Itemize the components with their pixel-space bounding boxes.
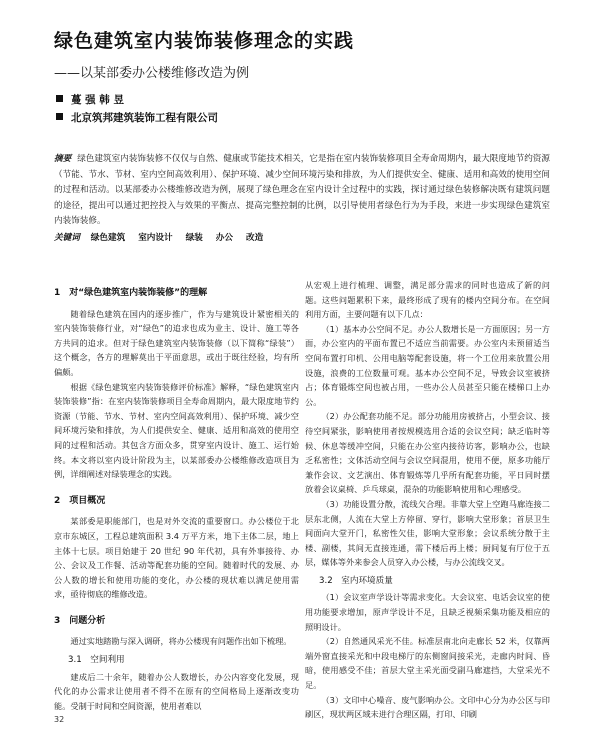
bullet-square-icon xyxy=(56,113,63,120)
paragraph: 根据《绿色建筑室内装饰装修评价标准》解释，“绿色建筑室内装饰装修”指：在室内装饰装修项目全寿命周期内，最大限度地节约资源（节能、节水、节材、室内空间高效利用）、保护环境、减少空间环境污染和排放，为人们提供安全、健康、适用和高效的使用空间的过程和活动。其包含方面众多，贯穿室内设计、施工、运行始终。本文将以室内设计阶段为主，以某部委办公楼维修改造项目为例，详细阐述对绿装理念的实践。 xyxy=(54,381,299,480)
section-heading: 3 问题分析 xyxy=(54,615,106,626)
paragraph: （1）基本办公空间不足。办公人数增长是一方面原因；另一方面，办公室内的平面布置已不适应当前需要。办公室内未预留适当空间布置打印机、公用电脑等配套设施，将一个工位用来放置公用设施，浪费的工位数量可观。基本办公空间不足，导致会议室被挤占；体育锻炼空间也被占用，一些办公人员甚至只能在楼梯口上办公。 xyxy=(305,323,550,407)
paragraph: 从宏观上进行梳理、调整，满足部分需求的同时也造成了新的问题。这些问题累积下来，最终形成了现有的楼内空间分布。在空间利用方面，主要问题有以下几点： xyxy=(305,280,550,320)
left-column xyxy=(54,286,299,728)
paragraph: （2）办公配套功能不足。部分功能用房被挤占，小型会议、接待空间紧张，影响使用者按规模选用合适的会议空间；缺乏临时等候、休息等缓冲空间，只能在办公室内接待访客，影响办公，也缺乏私密性；文体活动空间与会议空间混用，使用不便，原多功能厅兼作会议、文艺演出、体育锻炼等几乎所有配套功能，平日同时摆放着会议桌椅、乒乓球桌，混杂的功能影响使用和心理感受。 xyxy=(305,411,550,495)
keyword: 办公 xyxy=(215,233,233,243)
keyword: 绿色建筑 xyxy=(90,233,126,243)
bullet-square-icon xyxy=(56,95,63,102)
paragraph: （1）会议室声学设计等需求变化。大会议室、电话会议室的使用功能要求增加，原声学设计不足，且缺乏视频采集功能及相应的照明设计。 xyxy=(305,592,550,632)
author-names: 蔓 强 韩 昱 xyxy=(71,94,124,106)
section-heading: 2 项目概况 xyxy=(54,495,106,506)
paragraph: （3）文印中心噪音、废气影响办公。文印中心分为办公区与印刷区，现状两区域未进行合理区隔，打印、印刷 xyxy=(305,694,550,720)
keyword: 室内设计 xyxy=(138,233,173,243)
paper-subtitle: ——以某部委办公楼维修改造为例 xyxy=(54,66,250,81)
section-heading: 1 对“绿色建筑室内装饰装修”的理解 xyxy=(54,288,208,298)
affiliation-name: 北京筑邦建筑装饰工程有限公司 xyxy=(71,112,218,124)
page-number: 32 xyxy=(54,715,65,725)
paragraph: 随着绿色建筑在国内的逐步推广，作为与建筑设计紧密相关的室内装饰装修行业，对“绿色”的追求也成为业主、设计、施工等各方共同的追求。但对于绿色建筑室内装饰装修（以下简称“绿装”）这个概念，各方的理解莫出于平面意思，或出于既往经验，均有所偏颇。 xyxy=(54,308,299,377)
paragraph: 某部委是职能部门，也是对外交流的重要窗口。办公楼位于北京市东城区，工程总建筑面积 3.4 万平方米，地下主体二层，地上主体十七层。项目始建于 20 世纪 90 年代初，具有外事接待、办公、会议及工作餐、活动等配套功能的空间。随着时代的发展、办公人数的增长和使用功能的变化，办公楼的现状难以满足使用需求，亟待彻底的维修改造。 xyxy=(54,516,299,600)
author-line xyxy=(56,92,124,107)
subsection-heading: 3.1 空间利用 xyxy=(68,655,125,666)
keyword: 绿装 xyxy=(185,233,203,243)
subsection-heading: 3.2 室内环境质量 xyxy=(319,575,393,586)
keywords-label: 关键词 xyxy=(54,233,80,243)
paragraph: （3）功能设置分散，流线欠合理。非靠大堂上空跑马廊连接二层东北侧，人流在大堂上方停留、穿行，影响大堂形象；首层卫生间面向大堂开门，私密性欠佳，影响大堂形象；会议系统分散于主楼、副楼，其间无直接连通，需下楼后再上楼；厨间复有厅位于五层，媒体等外来参会人员穿入办公楼，与办公流线交叉。 xyxy=(305,498,550,568)
right-column xyxy=(305,278,550,722)
paper-title: 绿色建筑室内装饰装修理念的实践 xyxy=(54,30,355,52)
abstract-label: 摘要 xyxy=(54,154,72,164)
paragraph: 建成后二十余年，随着办公人数增长，办公内容变化发展，现代化的办公需求让使用者不得不在原有的空间格局上逐渐改变功能。受制于时间和空间资源，使用者难以 xyxy=(54,671,299,711)
abstract-text: 绿色建筑室内装饰装修不仅仅与自然、健康或节能技术相关，它是指在室内装饰装修项目全寿命周期内，最大限度地节约资源（节能、节水、节材、室内空间高效利用）、保护环境、减少空间环境污染和排放，为人们提供安全、健康、适用和高效的使用空间的过程和活动。以某部委办公楼维修改造为例，展现了绿色理念在室内设计全过程中的实践，探讨通过绿色装修解决既有建筑问题的途径，提出可以通过把控投入与效果的平衡点、提高完整控制的比例，以引导使用者绿色行为为手段，来进一步实现绿色建筑室内装饰装修。 xyxy=(54,154,550,226)
keyword: 改造 xyxy=(245,233,264,243)
affiliation-line xyxy=(56,110,218,125)
keywords xyxy=(54,231,550,243)
paragraph: （2）自然通风采光不佳。标准层南北向走廊长 52 米，仅靠两端外窗直接采光和中段电梯厅的东侧窗间接采光，走廊内时间、昏暗，使用感受不佳；首层大堂主采光面受副马廊遮挡，大堂采光不足。 xyxy=(305,636,550,691)
paragraph: 通过实地踏勘与深入调研，将办公楼现有问题作出如下梳理。 xyxy=(70,636,292,647)
abstract xyxy=(54,152,550,230)
